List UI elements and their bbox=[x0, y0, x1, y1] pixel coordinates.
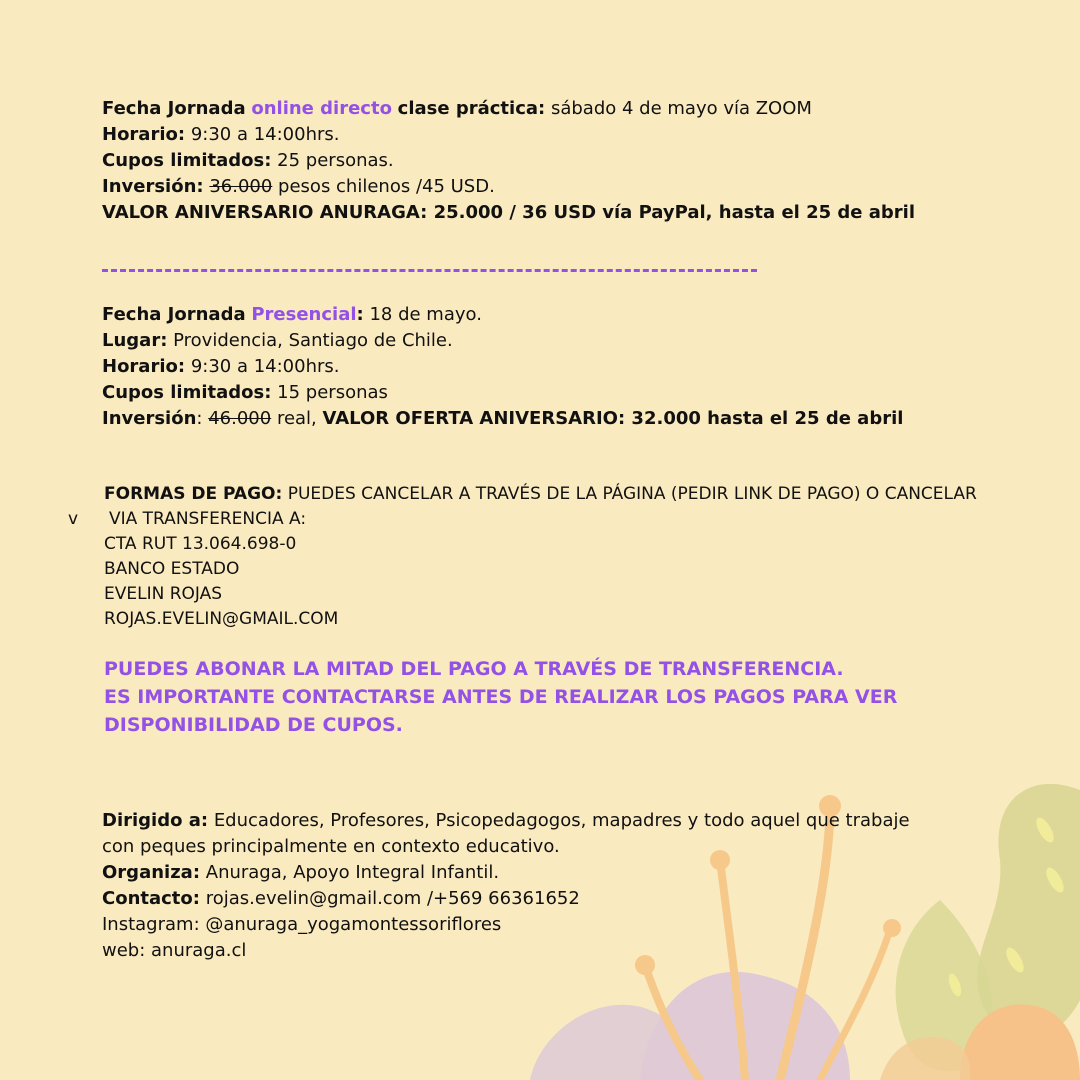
instagram-line: Instagram: @anuraga_yogamontessoriflores bbox=[102, 914, 502, 935]
dirigido-value: Educadores, Profesores, Psicopedagogos, mapadres y todo aquel que trabaje bbox=[213, 810, 910, 831]
online-inversion-value: pesos chilenos /45 USD. bbox=[278, 176, 495, 197]
contacto-line bbox=[102, 886, 910, 912]
presencial-date-value: 18 de mayo. bbox=[369, 304, 482, 325]
online-aniversario-text: VALOR ANIVERSARIO ANURAGA: 25.000 / 36 USD vía PayPal, hasta el 25 de abril bbox=[102, 202, 916, 223]
info-section bbox=[102, 808, 910, 964]
presencial-lugar-label: Lugar: bbox=[102, 330, 168, 351]
presencial-lugar-value: Providencia, Santiago de Chile. bbox=[173, 330, 453, 351]
pago-section bbox=[104, 482, 977, 632]
online-date-line bbox=[102, 96, 915, 122]
presencial-horario-value: 9:30 a 14:00hrs. bbox=[190, 356, 340, 377]
online-horario-label: Horario: bbox=[102, 124, 186, 145]
online-date-label: Fecha Jornada bbox=[102, 98, 246, 119]
pago-text-2: VIA TRANSFERENCIA A: bbox=[109, 509, 307, 529]
promo-line-3: DISPONIBILIDAD DE CUPOS. bbox=[104, 714, 403, 736]
presencial-cupos-label: Cupos limitados: bbox=[102, 382, 272, 403]
presencial-date-colon: : bbox=[356, 304, 364, 325]
presencial-date-label: Fecha Jornada bbox=[102, 304, 246, 325]
organiza-value: Anuraga, Apoyo Integral Infantil. bbox=[205, 862, 500, 883]
promo-section bbox=[104, 655, 897, 739]
web-line: web: anuraga.cl bbox=[102, 940, 247, 961]
dirigido-label: Dirigido a: bbox=[102, 810, 209, 831]
online-date-highlight: online directo bbox=[251, 98, 392, 119]
online-aniversario-line bbox=[102, 200, 915, 226]
presencial-cupos-line bbox=[102, 380, 903, 406]
pago-line-4: BANCO ESTADO bbox=[104, 559, 240, 579]
online-date-value: sábado 4 de mayo vía ZOOM bbox=[550, 98, 812, 119]
pago-line-2 bbox=[104, 507, 977, 532]
presencial-oferta-text: VALOR OFERTA ANIVERSARIO: 32.000 hasta el 25 de abril bbox=[322, 408, 904, 429]
dashed-divider bbox=[102, 269, 757, 272]
presencial-inversion-line bbox=[102, 406, 903, 432]
pago-text-1: PUEDES CANCELAR A TRAVÉS DE LA PÁGINA (PEDIR LINK DE PAGO) O CANCELAR bbox=[287, 484, 977, 504]
organiza-label: Organiza: bbox=[102, 862, 201, 883]
contacto-value: rojas.evelin@gmail.com /+569 66361652 bbox=[205, 888, 580, 909]
presencial-date-line bbox=[102, 302, 903, 328]
dirigido-line bbox=[102, 808, 910, 834]
online-inversion-label: Inversión: bbox=[102, 176, 204, 197]
presencial-horario-label: Horario: bbox=[102, 356, 186, 377]
pago-line-3: CTA RUT 13.064.698-0 bbox=[104, 534, 297, 554]
presencial-inversion-real: real, bbox=[276, 408, 317, 429]
pago-label: FORMAS DE PAGO: bbox=[104, 484, 283, 504]
online-date-label2: clase práctica: bbox=[397, 98, 546, 119]
presencial-lugar-line bbox=[102, 328, 903, 354]
presencial-date-highlight: Presencial bbox=[251, 304, 357, 325]
online-cupos-line bbox=[102, 148, 915, 174]
dirigido-line-2: con peques principalmente en contexto educativo. bbox=[102, 836, 560, 857]
presencial-horario-line bbox=[102, 354, 903, 380]
online-inversion-old-price: 36.000 bbox=[209, 176, 273, 197]
contacto-label: Contacto: bbox=[102, 888, 200, 909]
pago-bullet: v bbox=[68, 509, 79, 529]
online-cupos-value: 25 personas. bbox=[277, 150, 394, 171]
presencial-inversion-old-price: 46.000 bbox=[208, 408, 272, 429]
online-section bbox=[102, 96, 915, 226]
promo-line-1: PUEDES ABONAR LA MITAD DEL PAGO A TRAVÉS DE TRANSFERENCIA. bbox=[104, 658, 844, 680]
pago-line-5: EVELIN ROJAS bbox=[104, 584, 223, 604]
presencial-inversion-label: Inversión bbox=[102, 408, 197, 429]
online-horario-line bbox=[102, 122, 915, 148]
pago-line-6: ROJAS.EVELIN@GMAIL.COM bbox=[104, 609, 339, 629]
pago-line-1 bbox=[104, 482, 977, 507]
online-inversion-line bbox=[102, 174, 915, 200]
organiza-line bbox=[102, 860, 910, 886]
presencial-cupos-value: 15 personas bbox=[277, 382, 388, 403]
online-horario-value: 9:30 a 14:00hrs. bbox=[190, 124, 340, 145]
presencial-section bbox=[102, 302, 903, 432]
presencial-inversion-colon: : bbox=[196, 408, 203, 429]
promo-line-2: ES IMPORTANTE CONTACTARSE ANTES DE REALIZAR LOS PAGOS PARA VER bbox=[104, 686, 898, 708]
online-cupos-label: Cupos limitados: bbox=[102, 150, 272, 171]
